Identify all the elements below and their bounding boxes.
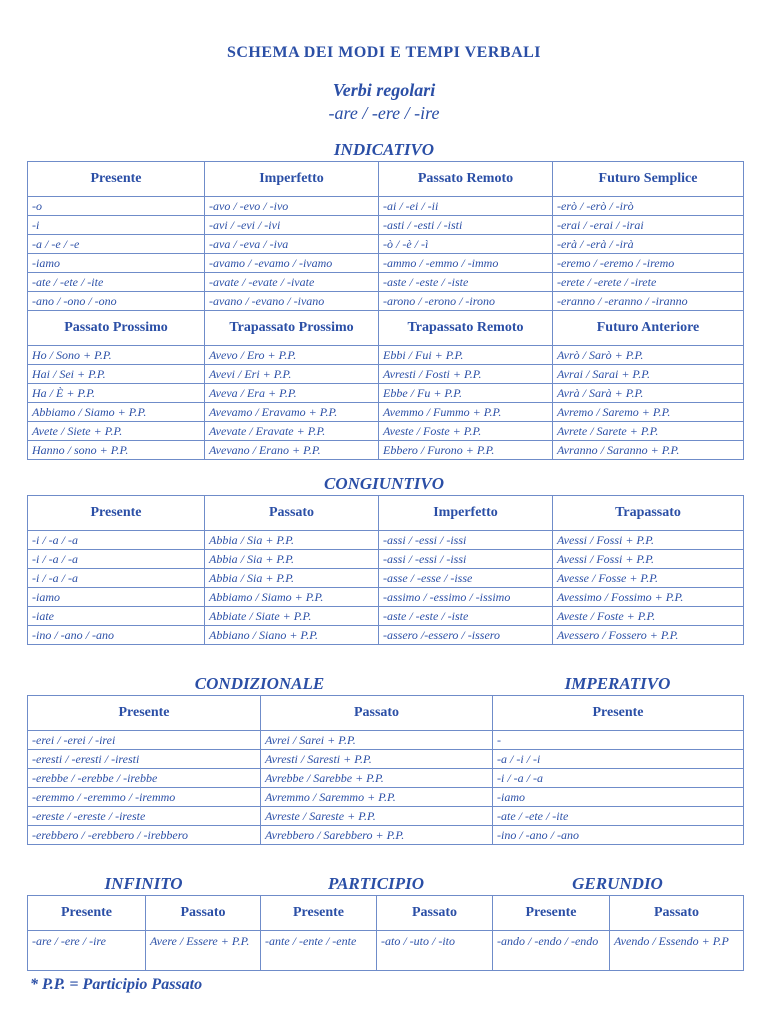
imperativo-title: IMPERATIVO (564, 674, 671, 693)
table-cell: -assero /-essero / -issero (379, 626, 553, 645)
table-cell: -erebbero / -erebbero / -irebbero (28, 826, 261, 845)
table-cell: Abbiate / Siate + P.P. (205, 607, 379, 626)
congiuntivo-table (27, 495, 744, 645)
table-cell: -avo / -evo / -ivo (205, 197, 379, 216)
table-cell: Avrà / Sarà + P.P. (553, 384, 744, 403)
table-cell: Avevamo / Eravamo + P.P. (205, 403, 379, 422)
column-header: Presente (261, 896, 377, 931)
table-cell: Ha / È + P.P. (28, 384, 205, 403)
table-cell: -assimo / -essimo / -issimo (379, 588, 553, 607)
table-row (28, 216, 744, 235)
table-row (28, 254, 744, 273)
table-row (28, 403, 744, 422)
table-cell: -arono / -erono / -irono (379, 292, 553, 311)
table-cell: -asse / -esse / -isse (379, 569, 553, 588)
table-cell: -ai / -ei / -ii (379, 197, 553, 216)
table-cell: Avevano / Erano + P.P. (205, 441, 379, 460)
table-cell: - (493, 731, 744, 750)
column-header: Passato Remoto (379, 162, 553, 197)
table-cell: Avemmo / Fummo + P.P. (379, 403, 553, 422)
table-cell: -avate / -evate / -ivate (205, 273, 379, 292)
infinito-title: INFINITO (104, 874, 183, 893)
table-cell: -i / -a / -a (493, 769, 744, 788)
table-row (28, 550, 744, 569)
table-row (28, 197, 744, 216)
table-cell: Avrei / Sarei + P.P. (261, 731, 493, 750)
column-header: Imperfetto (205, 162, 379, 197)
column-header: Passato Prossimo (28, 311, 205, 346)
table-row (28, 273, 744, 292)
table-cell: -o (28, 197, 205, 216)
table-cell: -a / -i / -i (493, 750, 744, 769)
table-cell: Ebbero / Furono + P.P. (379, 441, 553, 460)
indicativo-title: INDICATIVO (333, 140, 435, 159)
table-cell: -iamo (493, 788, 744, 807)
table-cell: -are / -ere / -ire (28, 931, 146, 971)
table-cell: Avranno / Saranno + P.P. (553, 441, 744, 460)
table-cell: -i / -a / -a (28, 531, 205, 550)
page-subtitle: Verbi regolari (332, 80, 436, 100)
table-row (28, 807, 744, 826)
indicativo-table (27, 161, 744, 460)
table-cell: Avessimo / Fossimo + P.P. (553, 588, 744, 607)
gerundio-title: GERUNDIO (572, 874, 663, 893)
column-header: Trapassato (553, 496, 744, 531)
table-cell: Avevo / Ero + P.P. (205, 346, 379, 365)
table-cell: -erete / -erete / -irete (553, 273, 744, 292)
table-cell: Ebbe / Fu + P.P. (379, 384, 553, 403)
table-cell: -aste / -este / -iste (379, 607, 553, 626)
table-cell: Aveva / Era + P.P. (205, 384, 379, 403)
verb-endings: -are / -ere / -ire (328, 103, 440, 123)
table-cell: Abbiamo / Siamo + P.P. (205, 588, 379, 607)
table-cell: -avano / -evano / -ivano (205, 292, 379, 311)
condizionale-title: CONDIZIONALE (194, 674, 325, 693)
table-row (28, 441, 744, 460)
table-cell: -ava / -eva / -iva (205, 235, 379, 254)
table-cell: Abbia / Sia + P.P. (205, 550, 379, 569)
table-cell: Avrebbe / Sarebbe + P.P. (261, 769, 493, 788)
column-header: Futuro Semplice (553, 162, 744, 197)
table-row (28, 531, 744, 550)
table-cell: -iate (28, 607, 205, 626)
column-header: Trapassato Prossimo (205, 311, 379, 346)
table-cell: -ammo / -emmo / -immo (379, 254, 553, 273)
table-cell: -ato / -uto / -ito (377, 931, 493, 971)
table-cell: Avete / Siete + P.P. (28, 422, 205, 441)
table-cell: Avessi / Fossi + P.P. (553, 550, 744, 569)
header-row (28, 496, 744, 531)
column-header: Presente (28, 696, 261, 731)
table-cell: -ò / -è / -ì (379, 235, 553, 254)
table-cell: Aveste / Foste + P.P. (379, 422, 553, 441)
table-cell: Abbiano / Siano + P.P. (205, 626, 379, 645)
table-cell: -erai / -erai / -irai (553, 216, 744, 235)
table-cell: -ando / -endo / -endo (493, 931, 610, 971)
nominal-forms-table (27, 895, 744, 971)
header-row (28, 162, 744, 197)
table-cell: -assi / -essi / -issi (379, 531, 553, 550)
table-cell: -erebbe / -erebbe / -irebbe (28, 769, 261, 788)
table-cell: Avrò / Sarò + P.P. (553, 346, 744, 365)
column-header: Presente (28, 162, 205, 197)
table-cell: -erei / -erei / -irei (28, 731, 261, 750)
footnote: * P.P. = Participio Passato (30, 976, 203, 993)
table-cell: -ino / -ano / -ano (28, 626, 205, 645)
table-cell: Avrebbero / Sarebbero + P.P. (261, 826, 493, 845)
table-cell: Avessero / Fossero + P.P. (553, 626, 744, 645)
column-header: Passato (146, 896, 261, 931)
table-cell: Avresti / Fosti + P.P. (379, 365, 553, 384)
table-row (28, 931, 744, 971)
table-cell: Ho / Sono + P.P. (28, 346, 205, 365)
table-cell: Avremmo / Saremmo + P.P. (261, 788, 493, 807)
table-cell: Avrete / Sarete + P.P. (553, 422, 744, 441)
table-cell: Avevate / Eravate + P.P. (205, 422, 379, 441)
table-cell: Avreste / Sareste + P.P. (261, 807, 493, 826)
table-cell: -a / -e / -e (28, 235, 205, 254)
table-cell: Avere / Essere + P.P. (146, 931, 261, 971)
table-cell: Avessi / Fossi + P.P. (553, 531, 744, 550)
table-cell: Abbia / Sia + P.P. (205, 569, 379, 588)
table-cell: -ano / -ono / -ono (28, 292, 205, 311)
header-row (28, 696, 744, 731)
table-row (28, 750, 744, 769)
table-cell: Abbia / Sia + P.P. (205, 531, 379, 550)
table-row (28, 365, 744, 384)
column-header: Futuro Anteriore (553, 311, 744, 346)
header-row (28, 311, 744, 346)
table-cell: -eremmo / -eremmo / -iremmo (28, 788, 261, 807)
table-row (28, 235, 744, 254)
table-row (28, 826, 744, 845)
table-cell: Avremo / Saremo + P.P. (553, 403, 744, 422)
column-header: Presente (493, 896, 610, 931)
table-cell: Avesse / Fosse + P.P. (553, 569, 744, 588)
table-row (28, 422, 744, 441)
column-header: Passato (261, 696, 493, 731)
table-cell: -iamo (28, 588, 205, 607)
column-header: Presente (493, 696, 744, 731)
table-row (28, 384, 744, 403)
table-row (28, 626, 744, 645)
table-cell: Avendo / Essendo + P.P (610, 931, 744, 971)
table-row (28, 769, 744, 788)
table-cell: -aste / -este / -iste (379, 273, 553, 292)
table-row (28, 292, 744, 311)
table-cell: -eranno / -eranno / -iranno (553, 292, 744, 311)
table-cell: -ante / -ente / -ente (261, 931, 377, 971)
table-row (28, 788, 744, 807)
table-cell: -ate / -ete / -ite (493, 807, 744, 826)
column-header: Presente (28, 896, 146, 931)
table-cell: Hai / Sei + P.P. (28, 365, 205, 384)
table-cell: -i (28, 216, 205, 235)
table-cell: -erò / -erò / -irò (553, 197, 744, 216)
table-cell: -asti / -esti / -isti (379, 216, 553, 235)
table-cell: -i / -a / -a (28, 550, 205, 569)
table-cell: -i / -a / -a (28, 569, 205, 588)
participio-title: PARTICIPIO (327, 874, 425, 893)
page-title: SCHEMA DEI MODI E TEMPI VERBALI (226, 44, 542, 61)
table-cell: Avrai / Sarai + P.P. (553, 365, 744, 384)
column-header: Imperfetto (379, 496, 553, 531)
table-cell: -eresti / -eresti / -iresti (28, 750, 261, 769)
column-header: Passato (377, 896, 493, 931)
header-row (28, 896, 744, 931)
table-row (28, 607, 744, 626)
table-cell: -ino / -ano / -ano (493, 826, 744, 845)
table-cell: Hanno / sono + P.P. (28, 441, 205, 460)
condizionale-imperativo-table (27, 695, 744, 845)
table-row (28, 588, 744, 607)
table-cell: -iamo (28, 254, 205, 273)
congiuntivo-title: CONGIUNTIVO (324, 474, 444, 493)
table-cell: -eremo / -eremo / -iremo (553, 254, 744, 273)
table-cell: Ebbi / Fui + P.P. (379, 346, 553, 365)
table-cell: Aveste / Foste + P.P. (553, 607, 744, 626)
column-header: Presente (28, 496, 205, 531)
column-header: Passato (205, 496, 379, 531)
table-cell: -erà / -erà / -irà (553, 235, 744, 254)
column-header: Trapassato Remoto (379, 311, 553, 346)
table-cell: -avamo / -evamo / -ivamo (205, 254, 379, 273)
table-cell: -ereste / -ereste / -ireste (28, 807, 261, 826)
table-cell: -ate / -ete / -ite (28, 273, 205, 292)
table-row (28, 731, 744, 750)
table-row (28, 569, 744, 588)
table-cell: Abbiamo / Siamo + P.P. (28, 403, 205, 422)
table-cell: Avresti / Saresti + P.P. (261, 750, 493, 769)
table-cell: Avevi / Eri + P.P. (205, 365, 379, 384)
table-row (28, 346, 744, 365)
column-header: Passato (610, 896, 744, 931)
table-cell: -assi / -essi / -issi (379, 550, 553, 569)
table-cell: -avi / -evi / -ivi (205, 216, 379, 235)
